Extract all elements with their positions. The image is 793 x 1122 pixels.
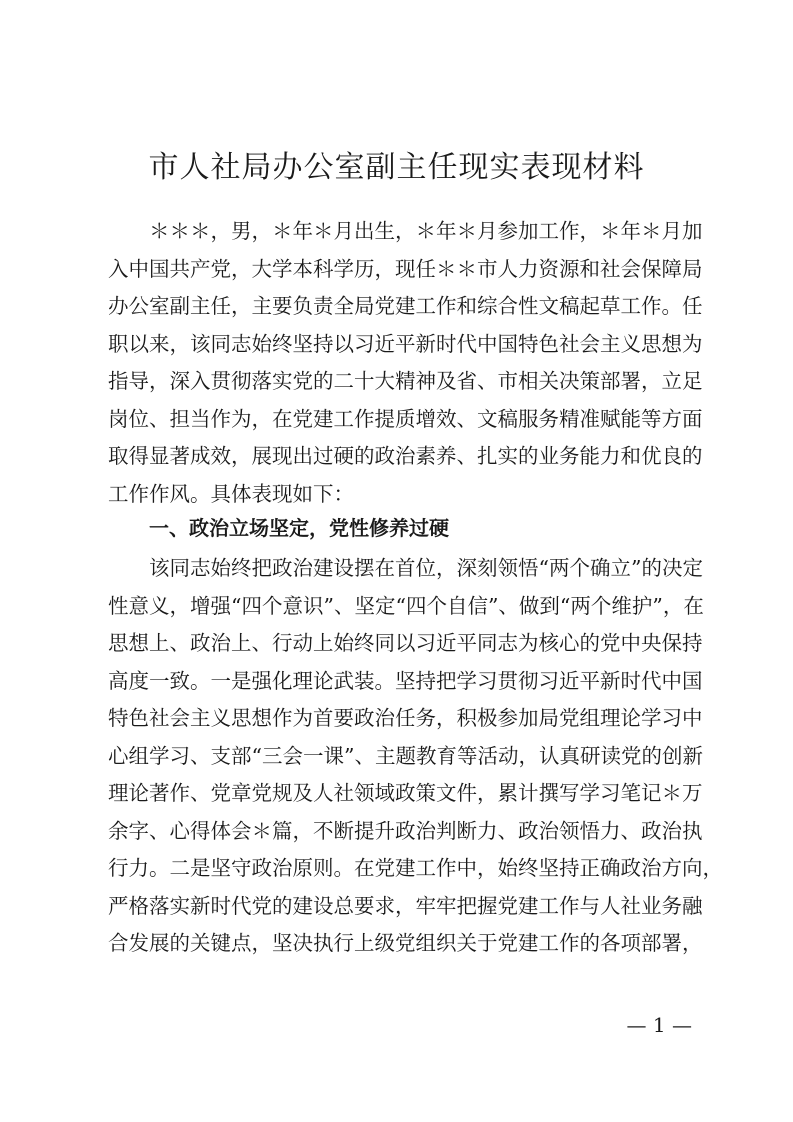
text-line: 心组学习、支部“三会一课”、主题教育等活动，认真研读党的创新: [108, 743, 703, 768]
page-title: 市人社局办公室副主任现实表现材料: [148, 150, 645, 185]
text-line: 入中国共产党，大学本科学历，现任＊＊市人力资源和社会保障局: [108, 256, 703, 281]
text-line: 指导，深入贯彻落实党的二十大精神及省、市相关决策部署，立足: [108, 369, 703, 393]
text-line: 该同志始终把政治建设摆在首位，深刻领悟“两个确立”的决定: [149, 556, 703, 580]
text-line: 思想上、政治上、行动上始终同以习近平同志为核心的党中央保持: [108, 631, 703, 655]
text-line: 取得显著成效，展现出过硬的政治素养、扎实的业务能力和优良的: [108, 444, 703, 468]
text-line: 余字、心得体会＊篇，不断提升政治判断力、政治领悟力、政治执: [108, 818, 703, 843]
page-number: — 1 —: [626, 1013, 692, 1037]
text-line: 行力。二是坚守政治原则。在党建工作中，始终坚持正确政治方向，: [108, 856, 723, 880]
section1-paragraph: [108, 550, 723, 963]
text-line: 特色社会主义思想作为首要政治任务，积极参加局党组理论学习中: [108, 706, 703, 730]
intro-paragraph: [108, 213, 703, 513]
text-line: 合发展的关键点，坚决执行上级党组织关于党建工作的各项部署，: [108, 931, 703, 955]
text-line: 职以来，该同志始终坚持以习近平新时代中国特色社会主义思想为: [108, 331, 703, 356]
section-heading: 一、政治立场坚定，党性修养过硬: [149, 516, 449, 540]
text-line: 严格落实新时代党的建设总要求，牢牢把握党建工作与人社业务融: [108, 893, 703, 918]
text-line: 办公室副主任，主要负责全局党建工作和综合性文稿起草工作。任: [108, 294, 703, 318]
text-line: 工作作风。具体表现如下：: [108, 481, 354, 506]
text-line: ＊＊＊，男，＊年＊月出生，＊年＊月参加工作，＊年＊月加: [149, 219, 703, 243]
text-line: 高度一致。一是强化理论武装。坚持把学习贯彻习近平新时代中国: [108, 668, 703, 693]
text-line: 理论著作、党章党规及人社领域政策文件，累计撰写学习笔记＊万: [108, 781, 703, 805]
text-line: 性意义，增强“四个意识”、坚定“四个自信”、做到“两个维护”，在: [108, 593, 704, 618]
text-line: 岗位、担当作为，在党建工作提质增效、文稿服务精准赋能等方面: [108, 406, 703, 431]
